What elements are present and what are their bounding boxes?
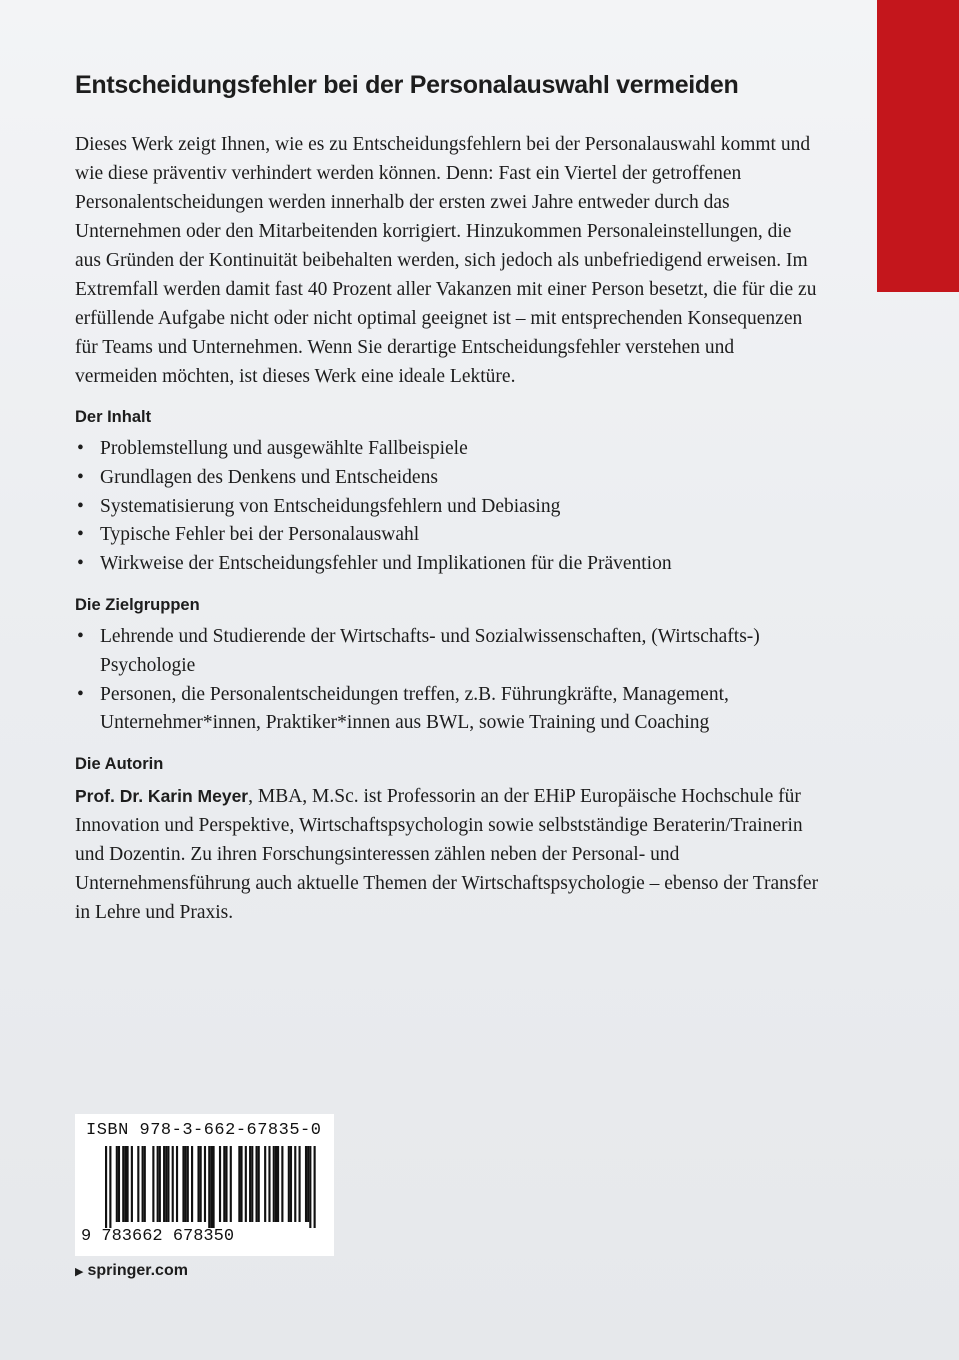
bullet-icon: • <box>77 438 84 459</box>
bullet-icon: • <box>77 524 84 546</box>
bullet-icon: • <box>77 625 84 647</box>
author-bio-text: , MBA, M.Sc. ist Professorin an der EHiP Europäische Hochschule für Innovation und Perspektive, Wirtschaftspsychologin sowie selbstständige Beraterin/Trainerin und Dozentin. Zu ihren Forschungsinteressen zählen neben der Personal- und Unternehmensführung auch aktuelle Themen der Wirtschaftspsychologie – ebenso der Transfer in Lehre und Praxis. <box>75 786 819 924</box>
barcode-digits: 9 783662 678350 <box>81 1227 235 1246</box>
list-item-text: Personen, die Personalentscheidungen treffen, z.B. Führungkräfte, Management, Unternehmer*innen, Praktiker*innen aus BWL, sowie Training und Coaching <box>100 683 729 734</box>
list-item-text: Systematisierung von Entscheidungsfehlern und Debiasing <box>100 495 561 517</box>
author-bio <box>75 782 820 927</box>
list-item-text: Grundlagen des Denkens und Entscheidens <box>100 466 438 488</box>
bullet-icon: • <box>77 495 84 517</box>
zielgruppen-list <box>75 623 820 738</box>
bullet-icon: • <box>77 683 84 705</box>
list-item <box>75 464 820 493</box>
list-item-text: Typische Fehler bei der Personalauswahl <box>100 524 420 546</box>
list-item <box>75 681 820 739</box>
publisher-link[interactable] <box>75 1262 188 1280</box>
red-accent-bar <box>877 0 959 292</box>
list-item <box>75 550 820 579</box>
section-heading-autorin: Die Autorin <box>75 755 164 774</box>
list-item <box>75 623 820 681</box>
bullet-icon: • <box>77 553 84 575</box>
isbn-label: ISBN 978-3-662-67835-0 <box>86 1121 322 1140</box>
publisher-url: springer.com <box>87 1262 188 1279</box>
section-heading-inhalt: Der Inhalt <box>75 408 152 426</box>
back-cover-content <box>75 70 820 927</box>
inhalt-list <box>75 435 820 579</box>
list-item <box>75 521 820 550</box>
list-item <box>75 435 820 464</box>
author-name: Prof. Dr. Karin Meyer <box>75 786 249 807</box>
section-heading-zielgruppen: Die Zielgruppen <box>75 595 200 614</box>
list-item-text: Problemstellung und ausgewählte Fallbeispiele <box>100 438 468 459</box>
list-item-text: Wirkweise der Entscheidungsfehler und Implikationen für die Prävention <box>100 553 672 575</box>
list-item <box>75 493 820 522</box>
isbn-barcode <box>75 1114 334 1256</box>
triangle-right-icon: ▶ <box>75 1265 84 1278</box>
bullet-icon: • <box>77 466 84 488</box>
list-item-text: Lehrende und Studierende der Wirtschafts- und Sozialwissenschaften, (Wirtschafts-) Psychologie <box>100 625 760 676</box>
barcode-icon <box>75 1146 334 1228</box>
intro-paragraph: Dieses Werk zeigt Ihnen, wie es zu Entscheidungsfehlern bei der Personalauswahl kommt und wie diese präventiv verhindert werden können. Denn: Fast ein Viertel der getroffenen Personalentscheidungen werden innerhalb der ersten zwei Jahre entweder durch das Unternehmen oder den Mitarbeitenden korrigiert. Hinzukommen Personaleinstellungen, die aus Gründen der Kontinuität beibehalten werden, sich jedoch als unbefriedigend erweisen. Im Extremfall werden damit fast 40 Prozent aller Vakanzen mit einer Person besetzt, die für die zu erfüllende Aufgabe nicht oder nicht optimal geeignet ist – mit entsprechenden Konsequenzen für Teams und Unternehmen. Wenn Sie derartige Entscheidungsfehler verstehen und vermeiden möchten, ist dieses Werk eine ideale Lektüre. <box>75 134 817 387</box>
page-title: Entscheidungsfehler bei der Personalauswahl vermeiden <box>75 71 739 99</box>
